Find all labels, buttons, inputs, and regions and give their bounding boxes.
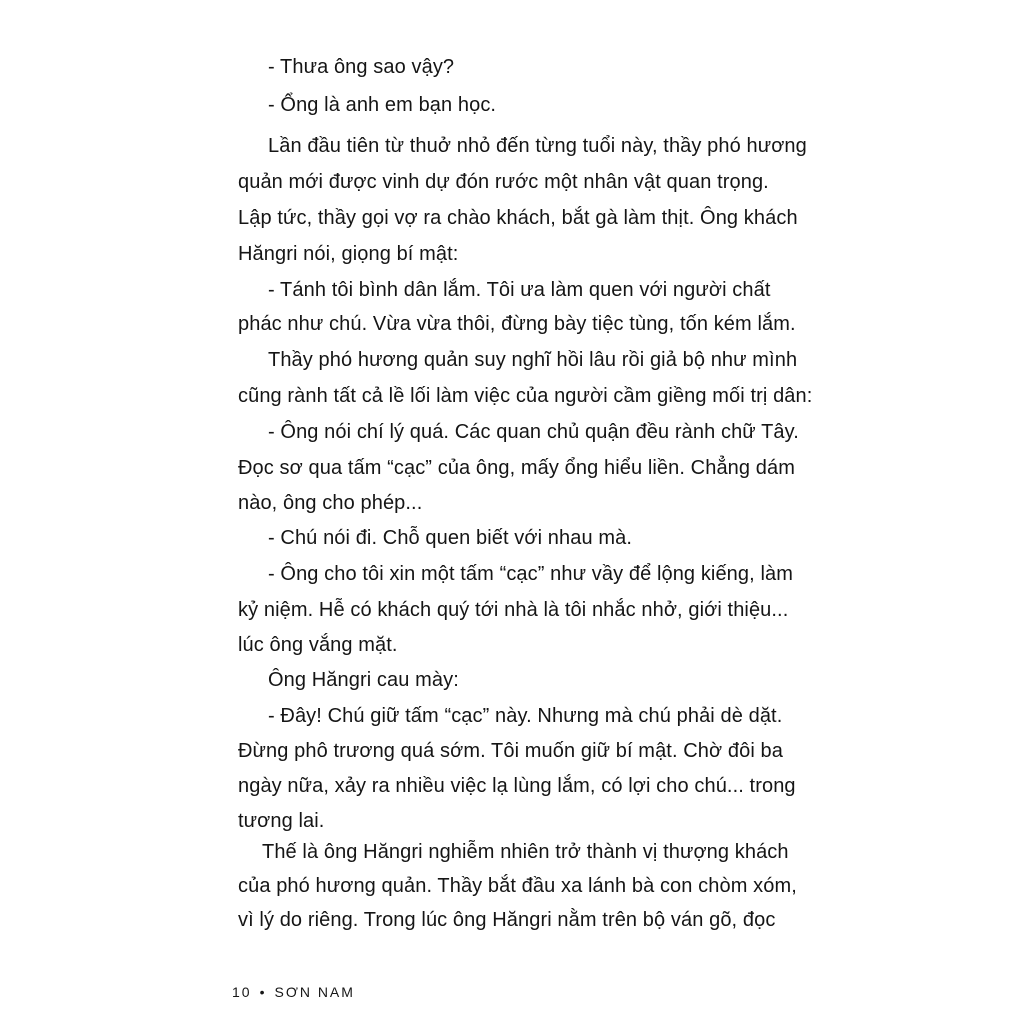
author-name: SƠN NAM — [274, 984, 355, 1000]
text-line: Hăngri nói, giọng bí mật: — [238, 243, 459, 265]
text-line: tương lai. — [238, 810, 325, 832]
text-line: - Đây! Chú giữ tấm “cạc” này. Nhưng mà chú phải dè dặt. — [268, 705, 783, 727]
footer-separator: • — [259, 984, 267, 1000]
text-line: - Ông nói chí lý quá. Các quan chủ quận đều rành chữ Tây. — [268, 421, 799, 443]
page-number: 10 — [232, 984, 252, 1000]
text-line: vì lý do riêng. Trong lúc ông Hăngri nằm trên bộ ván gõ, đọc — [238, 909, 776, 931]
text-line: Lập tức, thầy gọi vợ ra chào khách, bắt gà làm thịt. Ông khách — [238, 207, 798, 229]
text-line: nào, ông cho phép... — [238, 492, 423, 514]
text-line: - Chú nói đi. Chỗ quen biết với nhau mà. — [268, 527, 632, 549]
text-line: Thế là ông Hăngri nghiễm nhiên trở thành vị thượng khách — [262, 841, 789, 863]
text-line: phác như chú. Vừa vừa thôi, đừng bày tiệc tùng, tốn kém lắm. — [238, 313, 796, 335]
text-line: Đừng phô trương quá sớm. Tôi muốn giữ bí mật. Chờ đôi ba — [238, 740, 783, 762]
text-line: Ông Hăngri cau mày: — [268, 669, 459, 691]
text-line: ngày nữa, xảy ra nhiều việc lạ lùng lắm, có lợi cho chú... trong — [238, 775, 796, 797]
text-line: Lần đầu tiên từ thuở nhỏ đến từng tuổi này, thầy phó hương — [268, 135, 807, 157]
text-line: của phó hương quản. Thầy bắt đầu xa lánh bà con chòm xóm, — [238, 875, 797, 897]
page-footer — [232, 983, 355, 1001]
text-line: cũng rành tất cả lề lối làm việc của người cầm giềng mối trị dân: — [238, 385, 813, 407]
text-line: lúc ông vắng mặt. — [238, 634, 398, 656]
text-line: Thầy phó hương quản suy nghĩ hồi lâu rồi giả bộ như mình — [268, 349, 798, 371]
text-line: kỷ niệm. Hễ có khách quý tới nhà là tôi nhắc nhở, giới thiệu... — [238, 599, 789, 621]
text-line: quản mới được vinh dự đón rước một nhân vật quan trọng. — [238, 171, 769, 193]
text-line: - Ông cho tôi xin một tấm “cạc” như vầy để lộng kiếng, làm — [268, 563, 793, 585]
text-line: - Ổng là anh em bạn học. — [268, 94, 497, 116]
text-line: - Thưa ông sao vậy? — [268, 56, 455, 78]
text-line: - Tánh tôi bình dân lắm. Tôi ưa làm quen với người chất — [268, 279, 771, 301]
text-line: Đọc sơ qua tấm “cạc” của ông, mấy ổng hiểu liền. Chẳng dám — [238, 457, 795, 479]
